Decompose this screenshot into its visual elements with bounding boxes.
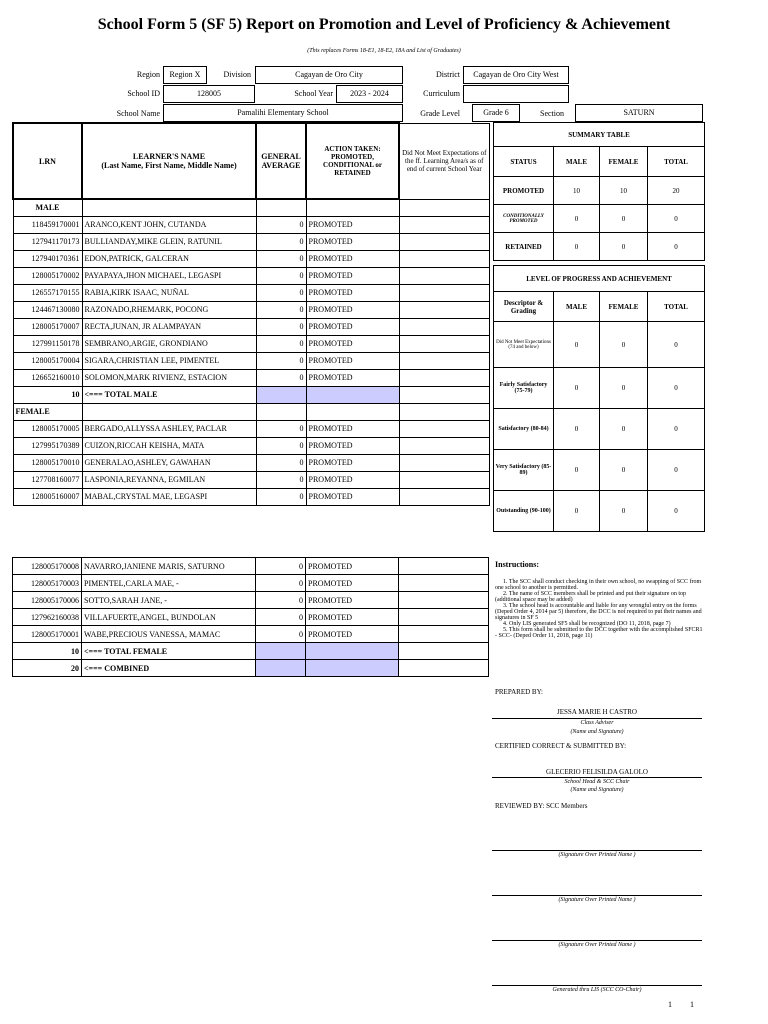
learner-average: 0 [256,488,306,505]
school-year-value: 2023 - 2024 [336,85,403,103]
head-name: GLECERIO FELISILDA GALOLO [546,768,648,776]
summary-status: RETAINED [494,233,554,261]
learner-average: 0 [256,575,306,592]
learner-lrn: 127995170389 [13,437,82,454]
learner-lrn: 127962160038 [13,609,82,626]
learner-average: 0 [256,216,306,233]
table-row [13,454,489,471]
col-action-header: ACTION TAKEN: PROMOTED, CONDITIONAL or RETAINED [306,123,399,199]
district-value: Cagayan de Oro City West [463,66,569,84]
total-female-label: <=== TOTAL FEMALE [82,643,256,660]
total-male-count: 10 [13,386,82,403]
learner-average: 0 [256,609,306,626]
table-row [13,267,489,284]
generated-caption: Generated thru LIS (SCC CO-Chair) [552,987,642,993]
learner-name: PIMENTEL,CARLA MAE, - [82,575,256,592]
combined-count: 20 [13,660,82,677]
col-avg-header: GENERAL AVERAGE [256,123,306,199]
progress-desc: Fairly Satisfactory (75-79) [494,368,554,409]
learner-lrn: 128005160007 [13,488,82,505]
learner-average: 0 [256,454,306,471]
progress-row [494,450,705,491]
col-lrn-header: LRN [13,123,82,199]
female-rows-part1 [13,420,489,505]
certified-by-label: CERTIFIED CORRECT & SUBMITTED BY: [495,742,627,750]
page-total: 1 [690,1000,694,1009]
learner-action: PROMOTED [306,575,399,592]
summary-female: 10 [600,177,648,205]
section-value: SATURN [575,104,703,122]
progress-header-cell: TOTAL [648,292,705,322]
table-row [13,592,489,609]
progress-title: LEVEL OF PROGRESS AND ACHIEVEMENT [494,266,705,292]
progress-table [493,265,705,532]
learner-average: 0 [256,233,306,250]
learner-notmet [399,454,489,471]
learner-lrn: 128005170004 [13,352,82,369]
table-row [13,301,489,318]
summary-male: 10 [554,177,600,205]
table-row [13,352,489,369]
summary-status: CONDITIONALLY PROMOTED [494,205,554,233]
learner-lrn: 128005170006 [13,592,82,609]
learner-average: 0 [256,318,306,335]
instruction-item: 3. The school head is accountable and liable for any wrongful entry on the forms (Deped Order 4, 2014 par 5) therefore, the DCC is not required to put their names and signatures in SF 5 [495,603,702,621]
instruction-item: 2. The name of SCC members shall be printed and put their signature on top (additional space may be added) [495,591,687,603]
region-value: Region X [163,66,207,84]
head-role: School Head & SCC Chair [564,779,630,785]
table-row [13,471,489,488]
progress-desc: Did Not Meet Expectations (74 and below) [494,322,554,368]
learner-action: PROMOTED [306,471,399,488]
learner-name: ARANCO,KENT JOHN, CUTANDA [82,216,256,233]
col-name-header [82,123,256,199]
progress-total: 0 [648,450,705,491]
learner-notmet [399,437,489,454]
female-rows-part2 [13,558,489,643]
learner-notmet [399,592,489,609]
adviser-role: Class Adviser [580,720,614,726]
table-row [13,216,489,233]
instructions [495,560,705,639]
summary-row [494,205,705,233]
learner-action: PROMOTED [306,284,399,301]
adviser-name: JESSA MARIE H CASTRO [557,708,637,716]
form-title: School Form 5 (SF 5) Report on Promotion and Level of Proficiency & Achievement [97,16,671,33]
learner-average: 0 [256,301,306,318]
progress-female: 0 [600,368,648,409]
scc-caption-2: (Signature Over Printed Name ) [558,897,636,903]
learner-action: PROMOTED [306,301,399,318]
summary-header-cell: MALE [554,147,600,177]
learner-average: 0 [256,420,306,437]
learner-average: 0 [256,471,306,488]
progress-total: 0 [648,409,705,450]
summary-table [493,122,705,261]
summary-total: 0 [648,205,705,233]
learner-lrn: 118459170001 [13,216,82,233]
table-row [13,609,489,626]
summary-title: SUMMARY TABLE [494,123,705,147]
learner-action: PROMOTED [306,454,399,471]
adviser-signature-line [492,718,702,719]
learner-action: PROMOTED [306,369,399,386]
learner-name: RECTA,JUNAN, JR ALAMPAYAN [82,318,256,335]
learner-notmet [399,352,489,369]
learner-notmet [399,335,489,352]
learner-notmet [399,420,489,437]
progress-desc: Satisfactory (80-84) [494,409,554,450]
summary-male: 0 [554,233,600,261]
table-row [13,575,489,592]
progress-row [494,368,705,409]
scc-signature-line-1 [492,850,702,851]
learner-action: PROMOTED [306,250,399,267]
progress-header-cell: FEMALE [600,292,648,322]
progress-row [494,322,705,368]
form-subtitle: (This replaces Forms 18-E1, 18-E2, 18A and List of Graduates) [307,48,461,54]
learner-name: BERGADO,ALLYSSA ASHLEY, PACLAR [82,420,256,437]
learner-lrn: 124467130080 [13,301,82,318]
table-row [13,369,489,386]
summary-female: 0 [600,233,648,261]
curriculum-label: Curriculum [423,89,460,98]
learner-notmet [399,471,489,488]
learner-action: PROMOTED [306,609,399,626]
learner-name: VILLAFUERTE,ANGEL, BUNDOLAN [82,609,256,626]
learner-name: PAYAPAYA,JHON MICHAEL, LEGASPI [82,267,256,284]
learner-average: 0 [256,284,306,301]
learner-average: 0 [256,626,306,643]
scc-signature-line-3 [492,940,702,941]
learner-notmet [399,250,489,267]
progress-desc: Very Satisfactory (85-89) [494,450,554,491]
school-name-label: School Name [116,109,160,118]
school-name-value: Pamalihi Elementary School [163,104,403,122]
summary-female: 0 [600,205,648,233]
learner-notmet [399,233,489,250]
learner-action: PROMOTED [306,626,399,643]
division-label: Division [223,70,251,79]
head-signature-line [492,777,702,778]
learner-name: SOTTO,SARAH JANE, - [82,592,256,609]
table-row [13,233,489,250]
summary-male: 0 [554,205,600,233]
learner-name: SEMBRANO,ARGIE, GRONDIANO [82,335,256,352]
progress-male: 0 [554,491,600,532]
progress-row [494,491,705,532]
division-value: Cagayan de Oro City [255,66,403,84]
learner-lrn: 127941170173 [13,233,82,250]
summary-row [494,177,705,205]
scc-caption-3: (Signature Over Printed Name ) [558,942,636,948]
progress-female: 0 [600,322,648,368]
learner-name: WABE,PRECIOUS VANESSA, MAMAC [82,626,256,643]
learner-lrn: 127991150178 [13,335,82,352]
learner-action: PROMOTED [306,335,399,352]
progress-male: 0 [554,409,600,450]
learner-action: PROMOTED [306,216,399,233]
progress-female: 0 [600,450,648,491]
learner-name: BULLIANDAY,MIKE GLEIN, RATUNIL [82,233,256,250]
learner-lrn: 128005170003 [13,575,82,592]
total-male-label: <=== TOTAL MALE [82,386,256,403]
table-row [13,420,489,437]
instruction-item: 5. This form shall be submitted to the DCC together with the accomplished SFCR1 - SCC- (Deped Order 11, 2018, page 11) [495,627,703,639]
learner-name: NAVARRO,JANIENE MARIS, SATURNO [82,558,256,575]
school-year-label: School Year [294,89,333,98]
progress-row [494,409,705,450]
progress-total: 0 [648,368,705,409]
learner-average: 0 [256,558,306,575]
summary-header-cell: STATUS [494,147,554,177]
learner-action: PROMOTED [306,267,399,284]
learner-lrn: 127940170361 [13,250,82,267]
grade-level-label: Grade Level [420,109,460,118]
learner-average: 0 [256,267,306,284]
learner-average: 0 [256,335,306,352]
learner-notmet [399,267,489,284]
learner-lrn: 126652160010 [13,369,82,386]
prepared-by-label: PREPARED BY: [495,688,543,696]
learner-notmet [399,318,489,335]
learner-notmet [399,301,489,318]
table-row [13,488,489,505]
learner-name: RAZONADO,RHEMARK, POCONG [82,301,256,318]
learner-average: 0 [256,437,306,454]
col-name-title: LEARNER'S NAME [132,152,206,161]
total-female-count: 10 [13,643,82,660]
male-section-label: MALE [13,199,82,216]
district-label: District [436,70,460,79]
learner-name: SOLOMON,MARK RIVIENZ, ESTACION [82,369,256,386]
summary-total: 20 [648,177,705,205]
learner-notmet [399,284,489,301]
learner-notmet [399,626,489,643]
learner-action: PROMOTED [306,233,399,250]
learner-lrn: 128005170010 [13,454,82,471]
instruction-item: 1. The SCC shall conduct checking in their own school, no swapping of SCC from one school to another is permitted. [495,579,702,591]
reviewed-by-label: REVIEWED BY: SCC Members [495,802,588,810]
adviser-sub: (Name and Signature) [570,729,624,735]
male-rows [13,216,489,386]
summary-total: 0 [648,233,705,261]
progress-header-cell: Descriptor & Grading [494,292,554,322]
learner-notmet [399,369,489,386]
summary-header-cell: FEMALE [600,147,648,177]
learner-action: PROMOTED [306,318,399,335]
learner-name: RABIA,KIRK ISAAC, NUÑAL [82,284,256,301]
scc-caption-1: (Signature Over Printed Name ) [558,852,636,858]
table-row [13,437,489,454]
learner-notmet [399,558,489,575]
learner-average: 0 [256,250,306,267]
page-number: 1 [668,1000,672,1009]
table-row [13,626,489,643]
progress-male: 0 [554,368,600,409]
progress-female: 0 [600,409,648,450]
learner-lrn: 126557170155 [13,284,82,301]
learner-lrn: 128005170007 [13,318,82,335]
learner-lrn: 128005170008 [13,558,82,575]
learners-table-continued [12,557,489,677]
instruction-item: 4. Only LIS generated SF5 shall be recognized (DO 11, 2018, page 7) [503,621,671,627]
learner-action: PROMOTED [306,592,399,609]
col-name-subtitle: (Last Name, First Name, Middle Name) [101,161,237,170]
summary-row [494,233,705,261]
col-notmet-header: Did Not Meet Expectations of the ff. Learning Area/s as of end of current School Year [399,123,489,199]
learner-average: 0 [256,592,306,609]
learner-average: 0 [256,352,306,369]
table-row [13,318,489,335]
learner-lrn: 128005170001 [13,626,82,643]
learner-name: CUIZON,RICCAH KEISHA, MATA [82,437,256,454]
school-id-value: 128005 [163,85,255,103]
learner-average: 0 [256,369,306,386]
learner-notmet [399,609,489,626]
scc-signature-line-4 [492,985,702,986]
scc-signature-line-2 [492,895,702,896]
learner-action: PROMOTED [306,488,399,505]
learner-lrn: 128005170005 [13,420,82,437]
learner-name: EDON,PATRICK, GALCERAN [82,250,256,267]
table-row [13,335,489,352]
learner-name: SIGARA,CHRISTIAN LEE, PIMENTEL [82,352,256,369]
female-section-label: FEMALE [13,403,82,420]
table-row [13,558,489,575]
learner-action: PROMOTED [306,558,399,575]
learner-action: PROMOTED [306,420,399,437]
progress-total: 0 [648,322,705,368]
school-id-label: School ID [127,89,160,98]
region-label: Region [136,70,160,79]
summary-status: PROMOTED [494,177,554,205]
grade-level-value: Grade 6 [472,104,520,122]
learner-name: LASPONIA,REYANNA, EGMILAN [82,471,256,488]
instructions-title: Instructions: [495,560,540,569]
table-row [13,250,489,267]
learner-notmet [399,488,489,505]
section-label: Section [540,109,564,118]
learner-name: GENERALAO,ASHLEY, GAWAHAN [82,454,256,471]
learner-name: MABAL,CRYSTAL MAE, LEGASPI [82,488,256,505]
head-sub: (Name and Signature) [570,787,624,793]
progress-male: 0 [554,450,600,491]
combined-label: <=== COMBINED [82,660,256,677]
learner-action: PROMOTED [306,352,399,369]
curriculum-value [463,85,569,103]
progress-male: 0 [554,322,600,368]
progress-female: 0 [600,491,648,532]
learner-notmet [399,216,489,233]
learner-action: PROMOTED [306,437,399,454]
progress-desc: Outstanding (90-100) [494,491,554,532]
learners-table [12,122,490,506]
progress-header-cell: MALE [554,292,600,322]
learner-lrn: 128005170002 [13,267,82,284]
learner-lrn: 127708160077 [13,471,82,488]
progress-total: 0 [648,491,705,532]
table-row [13,284,489,301]
summary-header-cell: TOTAL [648,147,705,177]
learner-notmet [399,575,489,592]
